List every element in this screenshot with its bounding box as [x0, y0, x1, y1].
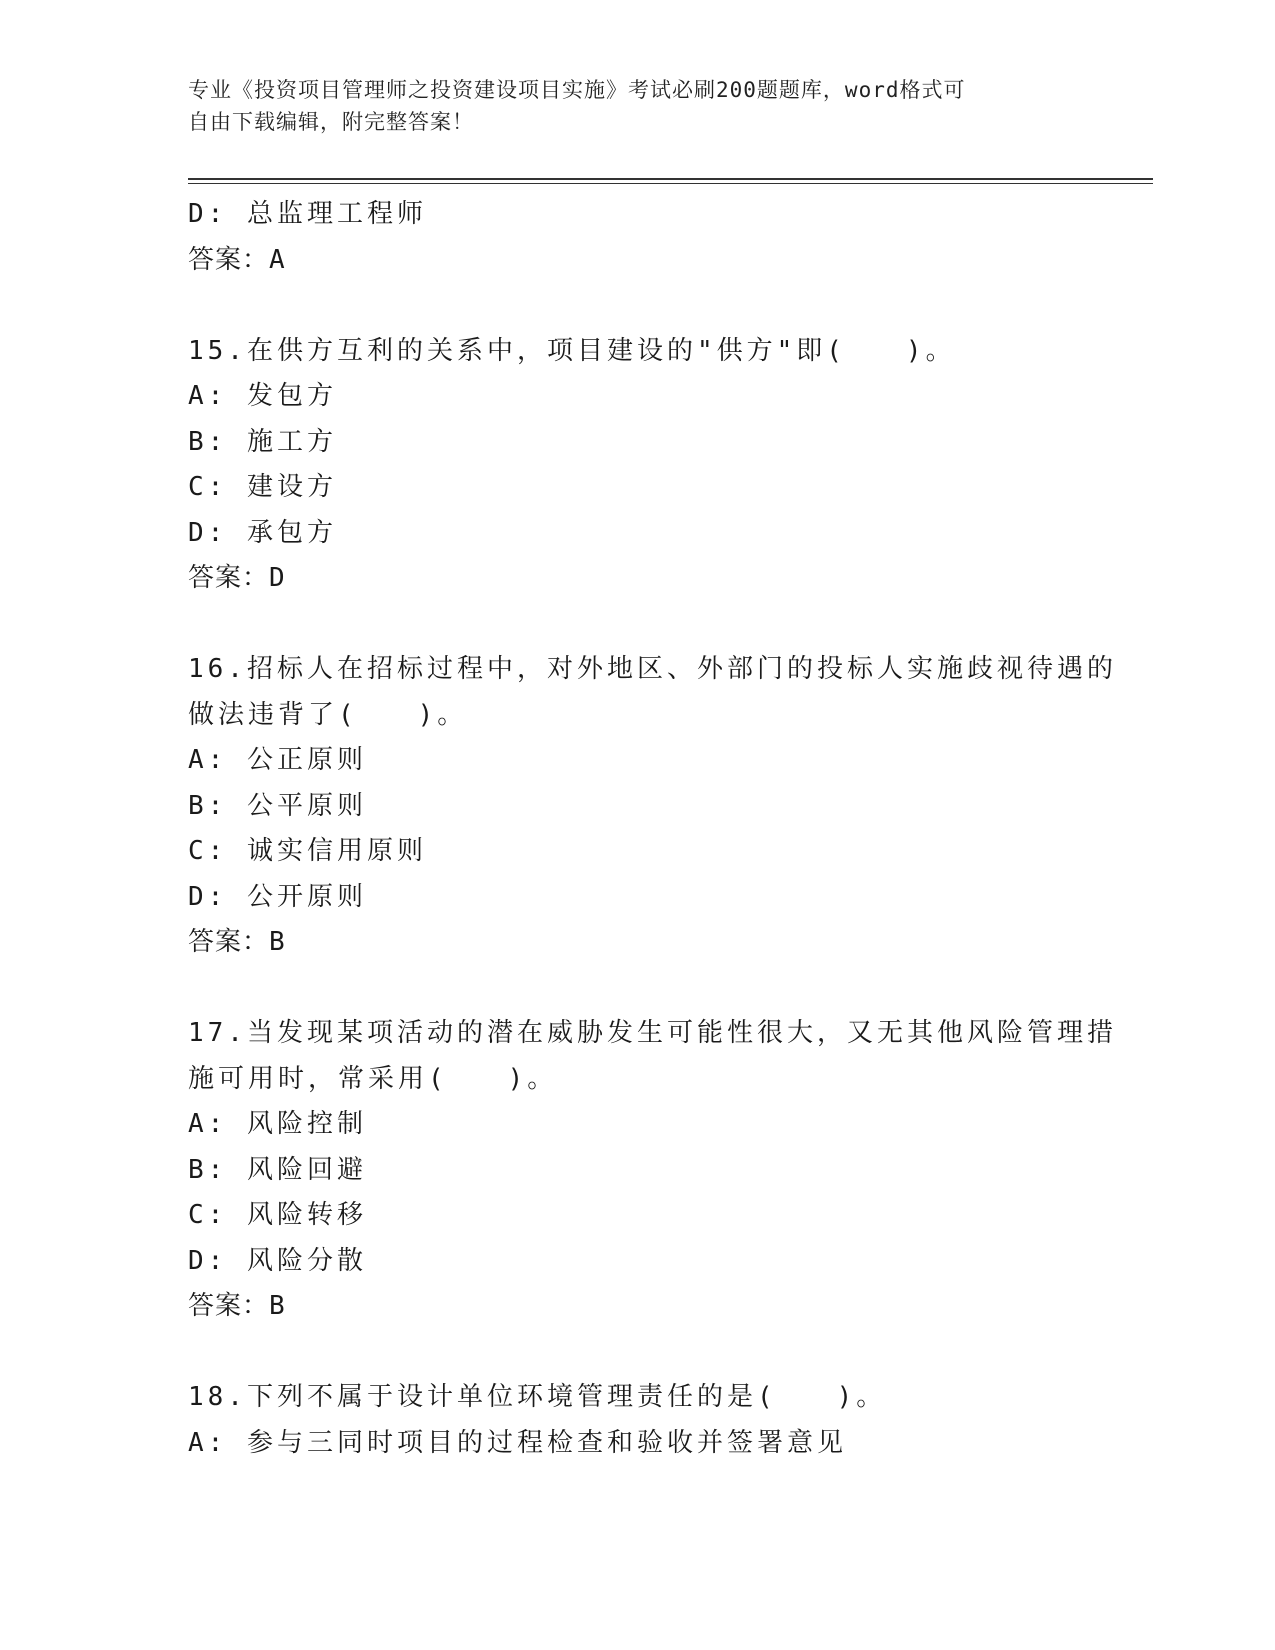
document-header: [188, 74, 1068, 138]
header-divider-thin: [188, 183, 1153, 184]
spacer: [188, 966, 1088, 1012]
option-b: B: 公平原则: [188, 790, 367, 821]
question-stem-continued: 施可用时，常采用( )。: [188, 1063, 558, 1094]
answer-label: 答案：D: [188, 563, 286, 593]
option-d: D: 承包方: [188, 517, 337, 548]
spacer: [188, 602, 1088, 648]
option-a: A: 风险控制: [188, 1109, 367, 1139]
option-b: B: 风险回避: [188, 1154, 367, 1185]
header-divider-thick: [188, 178, 1153, 180]
option-d: D: 公开原则: [188, 881, 367, 912]
question-stem-continued: 做法违背了( )。: [188, 699, 468, 730]
answer-label: 答案：B: [188, 1291, 286, 1321]
answer-label: 答案：A: [188, 244, 286, 275]
option-d: D: 风险分散: [188, 1245, 367, 1276]
option-c: C: 风险转移: [188, 1200, 367, 1230]
option-a: A: 参与三同时项目的过程检查和验收并签署意见: [188, 1427, 847, 1458]
option-b: B: 施工方: [188, 426, 337, 457]
answer-label: 答案：B: [188, 927, 286, 957]
header-line-2: 自由下载编辑，附完整答案！: [188, 110, 474, 134]
option-a: A: 发包方: [188, 381, 337, 411]
option-a: A: 公正原则: [188, 745, 367, 775]
question-list: [188, 192, 1117, 1466]
question-stem: 15.在供方互利的关系中，项目建设的"供方"即( )。: [188, 335, 956, 366]
spacer: [188, 1330, 1088, 1376]
question-stem: 18.下列不属于设计单位环境管理责任的是( )。: [188, 1382, 887, 1412]
option-d: D: 总监理工程师: [188, 199, 427, 229]
spacer: [188, 283, 1088, 329]
option-c: C: 建设方: [188, 472, 337, 502]
header-line-1: 专业《投资项目管理师之投资建设项目实施》考试必刷200题题库，word格式可: [188, 78, 966, 102]
question-stem: 16.招标人在招标过程中，对外地区、外部门的投标人实施歧视待遇的: [188, 654, 1117, 684]
option-c: C: 诚实信用原则: [188, 836, 427, 866]
question-stem: 17.当发现某项活动的潜在威胁发生可能性很大，又无其他风险管理措: [188, 1018, 1117, 1048]
